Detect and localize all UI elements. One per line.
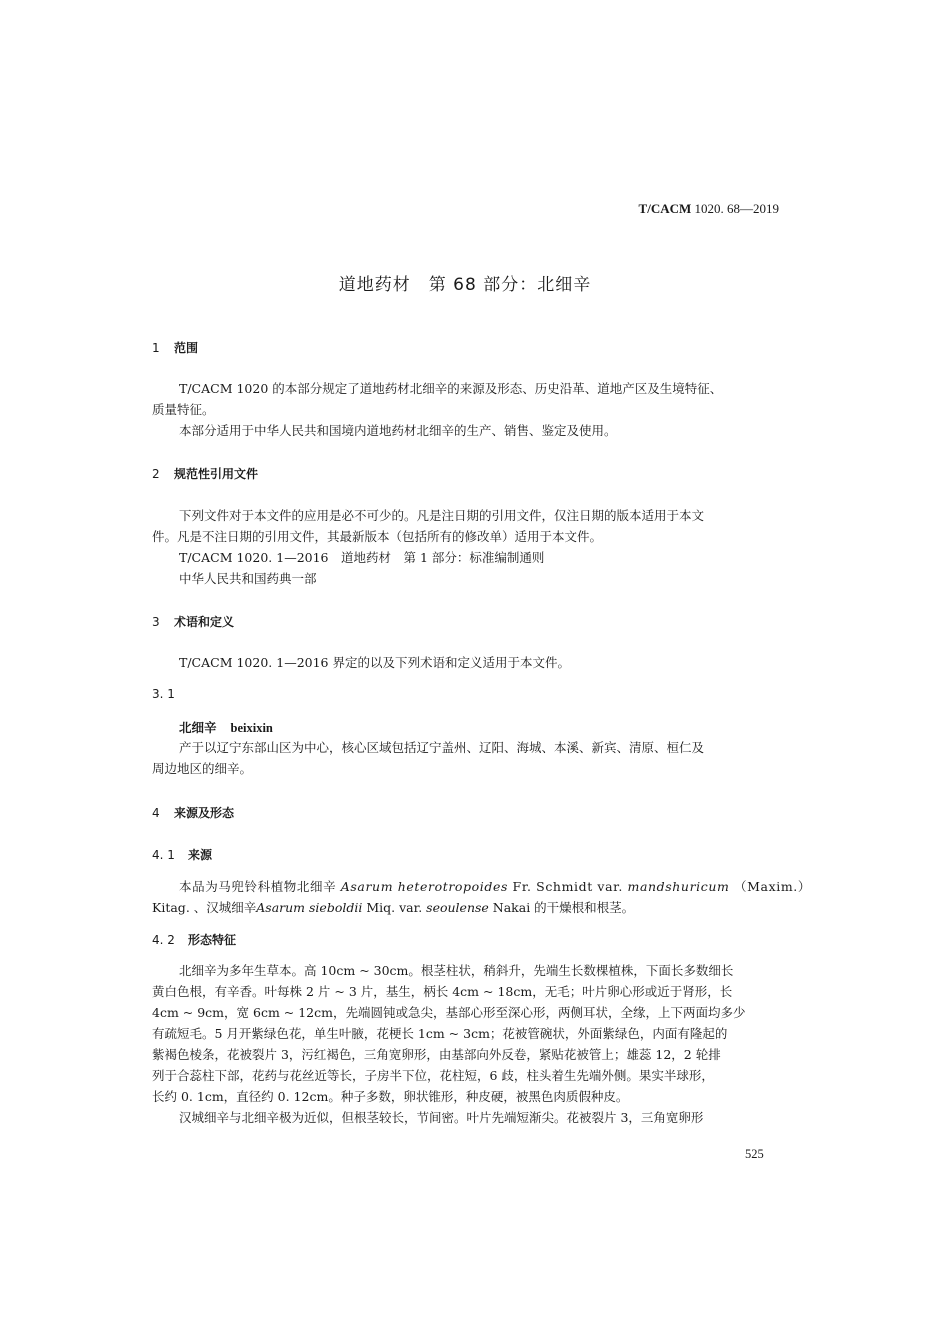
section-2-body <box>152 505 780 589</box>
text-run: 本品为马兜铃科植物北细辛 <box>179 879 337 894</box>
variety-name: seoulense <box>426 900 489 915</box>
standard-code-number: 1020. 68—2019 <box>691 201 779 216</box>
section-3-body <box>152 652 780 673</box>
section-number: 2 <box>152 467 160 481</box>
variety-name: mandshuricum <box>627 879 730 894</box>
text-line: 质量特征。 <box>152 402 215 417</box>
section-4-1-body <box>152 876 811 918</box>
section-title: 来源 <box>188 848 213 862</box>
text-run: Nakai 的干燥根和根茎。 <box>488 900 635 915</box>
page-number: 525 <box>745 1147 764 1161</box>
text-run: （Maxim.） <box>734 879 811 894</box>
text-line: 件。凡是不注日期的引用文件，其最新版本（包括所有的修改单）适用于本文件。 <box>152 529 603 544</box>
text-line <box>152 897 780 918</box>
section-2-heading <box>152 465 258 482</box>
text-line: 北细辛为多年生草本。高 10cm ~ 30cm。根茎柱状，稍斜升，先端生长数棵植株，下面长多数细长 <box>179 963 734 978</box>
text-line: 产于以辽宁东部山区为中心，核心区域包括辽宁盖州、辽阳、海城、本溪、新宾、清原、桓仁及 <box>179 740 705 755</box>
section-4-heading <box>152 804 234 821</box>
reference-item: T/CACM 1020. 1—2016 道地药材 第 1 部分：标准编制通则 <box>179 550 545 565</box>
section-4-1-heading <box>152 846 212 863</box>
text-run: Miq. var. <box>362 900 427 915</box>
section-number: 1 <box>152 341 160 355</box>
clause-3-1-number <box>152 687 175 701</box>
text-line: 本部分适用于中华人民共和国境内道地药材北细辛的生产、销售、鉴定及使用。 <box>179 423 617 438</box>
section-number: 4 <box>152 806 160 820</box>
term-definition <box>152 737 780 779</box>
text-run: Fr. Schmidt var. <box>512 879 623 894</box>
text-line: 周边地区的细辛。 <box>152 761 253 776</box>
text-line: T/CACM 1020. 1—2016 界定的以及下列术语和定义适用于本文件。 <box>179 655 570 670</box>
text-line <box>152 876 811 897</box>
text-line: 长约 0. 1cm，直径约 0. 12cm。种子多数，卵状锥形，种皮硬，被黑色肉质假种皮。 <box>152 1089 629 1104</box>
term-english: beixixin <box>230 721 273 735</box>
term-chinese: 北细辛 <box>179 720 217 735</box>
term-entry <box>179 718 273 736</box>
species-name: Asarum sieboldii <box>256 900 363 915</box>
section-4-2-heading <box>152 931 236 948</box>
section-title: 术语和定义 <box>174 615 235 629</box>
text-line: 有疏短毛。5 月开紫绿色花，单生叶腋，花梗长 1cm ~ 3cm；花被管碗状，外面紫绿色，内面有隆起的 <box>152 1026 728 1041</box>
section-number: 3 <box>152 615 160 629</box>
section-number: 4. 1 <box>152 848 175 862</box>
text-line: 4cm ~ 9cm，宽 6cm ~ 12cm，先端圆钝或急尖，基部心形至深心形，两侧耳状，全缘，上下两面均多少 <box>152 1005 746 1020</box>
section-title: 范围 <box>174 341 199 355</box>
section-number: 4. 2 <box>152 933 175 947</box>
section-3-heading <box>152 613 234 630</box>
clause-number: 3. 1 <box>152 687 175 701</box>
text-line: 下列文件对于本文件的应用是必不可少的。凡是注日期的引用文件，仅注日期的版本适用于本文 <box>179 508 705 523</box>
standard-code-prefix: T/CACM <box>638 201 692 216</box>
section-1-body <box>152 378 780 441</box>
reference-item: 中华人民共和国药典一部 <box>179 571 317 586</box>
text-line: T/CACM 1020 的本部分规定了道地药材北细辛的来源及形态、历史沿革、道地产区及生境特征、 <box>179 381 723 396</box>
section-4-2-body <box>152 960 780 1128</box>
section-title: 来源及形态 <box>174 806 235 820</box>
species-name: Asarum heterotropoides <box>340 879 508 894</box>
standard-code <box>639 201 779 217</box>
text-line: 列于合蕊柱下部，花药与花丝近等长，子房半下位，花柱短，6 歧，柱头着生先端外侧。果实半球形， <box>152 1068 714 1083</box>
text-run: Kitag. 、汉城细辛 <box>152 900 257 915</box>
text-line: 黄白色根，有辛香。叶每株 2 片 ~ 3 片，基生，柄长 4cm ~ 18cm，无毛；叶片卵心形或近于肾形，长 <box>152 984 733 999</box>
document-title: 道地药材 第 68 部分：北细辛 <box>338 275 592 295</box>
text-line: 紫褐色棱条，花被裂片 3，污红褐色，三角宽卵形，由基部向外反卷，紧贴花被管上；雄蕊 12，2 轮排 <box>152 1047 721 1062</box>
section-title: 规范性引用文件 <box>174 467 259 481</box>
section-title: 形态特征 <box>188 933 237 947</box>
text-line: 汉城细辛与北细辛极为近似，但根茎较长，节间密。叶片先端短渐尖。花被裂片 3，三角宽卵形 <box>179 1110 704 1125</box>
section-1-heading <box>152 339 198 356</box>
